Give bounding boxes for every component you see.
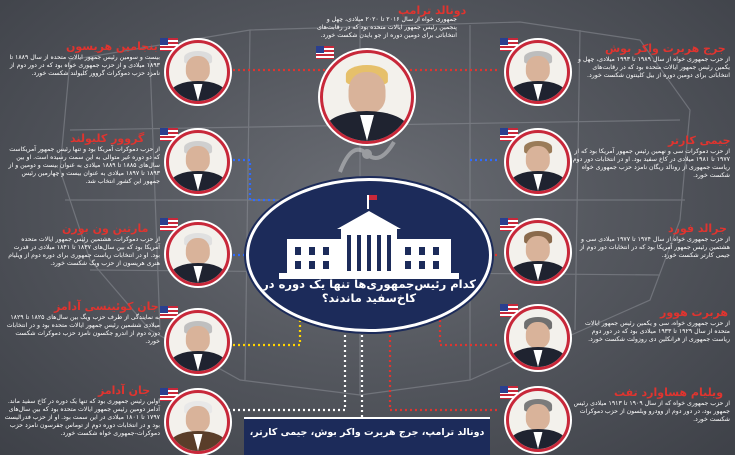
desc-hoover: از حزب جمهوری خواه، سی و یکمین رئیس جمهور ایالات متحده از سال ۱۹۲۹ تا ۱۹۳۳ میلادی بود که در دور دوم ریاست جمهوری از فرانکلین دی روزولت شکست خورد.: [585, 320, 730, 343]
us-flag-icon: [316, 46, 334, 59]
center-oval: [246, 178, 492, 332]
portrait-trump: [320, 50, 414, 144]
name-ford: جرالد فورد: [668, 222, 727, 235]
us-flag-icon: [160, 218, 178, 231]
name-vanburen: مارتین ون بورن: [62, 222, 149, 235]
portrait-harrison: [166, 40, 230, 104]
portrait-hoover: [506, 306, 570, 370]
white-house-icon: [249, 189, 489, 289]
desc-cleveland: از حزب دموکرات آمریکا بود و تنها رئیس جمهور آمریکاست که دو دوره غیر متوالی به این سمت رسیده است. او بین سال‌های ۱۸۸۵ تا ۱۸۸۹ میلادی به عنوان بیست و دومین و از ۱۸۹۳ تا ۱۸۹۷ میلادی به عنوان بیست و چهارمین رئیس جمهور این کشور انتخاب شد.: [8, 146, 160, 185]
name-taft: ویلیام هساوارد تفت: [614, 386, 724, 399]
name-jqadams: جان کوئینسی آدامز: [54, 300, 159, 313]
us-flag-icon: [160, 306, 178, 319]
summary-text: دونالد ترامپ، جرج هربرت واکر بوش، جیمی کارتر،: [249, 427, 485, 438]
name-harrison: بنجامین هریسون: [66, 40, 158, 53]
name-adams: جان آدامز: [98, 384, 151, 397]
desc-harrison: بیست و سومین رئیس جمهور ایالات متحده از سال ۱۸۸۹ تا ۱۸۹۳ میلادی و از حزب جمهوری خواه بود که در دور دوم از نامزد حزب دموکرات گروور کلیولند شکست خورد.: [9, 54, 160, 77]
desc-jqadams: به نمایندگی از طرف حزب ویگ بین سال‌های ۱۸۲۵ تا ۱۸۲۹ میلادی ششمین رئیس جمهور ایالات متحده بود و در انتخابات دوره دوم از اندرو جکسون نامزد حزب دموکرات شکست خورد.: [6, 314, 160, 345]
portrait-cleveland: [166, 130, 230, 194]
desc-trump: جمهوری خواه از سال ۲۰۱۶ تا ۲۰۲۰ میلادی، چهل و پنجمین رئیس جمهور ایالات متحده بود که در رقابت‌های انتخاباتی برای دومین دوره از جو بایدن شکست خورد.: [316, 16, 457, 39]
name-trump: دونالد ترامپ: [398, 4, 467, 17]
portrait-jqadams: [166, 310, 230, 374]
name-cleveland: گروور کلیولند: [70, 132, 145, 145]
desc-taft: از حزب جمهوری خواه که از سال ۱۹۰۹ تا ۱۹۱۳ میلادی رئیس جمهور بود، در دور دوم از وودرو ویلسون از حزب دموکرات شکست خورد.: [573, 400, 730, 423]
desc-ford: از حزب جمهوری خواه از سال ۱۹۷۴ تا ۱۹۷۷ میلادی سی و هشتمین رئیس جمهور آمریکا بود که در انتخابات دور دوم از جیمی کارتر شکست خورد.: [579, 236, 730, 259]
portrait-vanburen: [166, 222, 230, 286]
portrait-taft: [506, 388, 570, 452]
desc-vanburen: از حزب دموکرات، هشتمین رئیس جمهور ایالات متحده آمریکا بود که بین سال‌های ۱۸۳۷ تا ۱۸۴۱ میلادی در قدرت بود. او در انتخابات ریاست جمهوری برای دوره دوم از ویلیام هنری هریسون از حزب ویگ شکست خورد.: [8, 236, 160, 267]
desc-adams: اولین رئیس جمهوری بود که تنها یک دوره در کاخ سفید ماند. آدامز دومین رئیس جمهور ایالات متحده بود که بین سال‌های ۱۷۹۷ تا ۱۸۰۱ میلادی در این سمت بود. او از حزب فدرالیست بود و در انتخابات دوره دوم از توماس جفرسون نامزد حزب دموکرات-جمهوری خواه شکست خورد.: [4, 398, 160, 437]
portrait-adams: [166, 390, 230, 454]
summary-banner: [244, 417, 490, 455]
center-question: کدام رئیس‌جمهوری‌ها تنها یک دوره در کاخ‌سفید ماندند؟: [262, 277, 476, 305]
name-hoover: هربرت هوور: [660, 306, 729, 319]
name-carter: جیمی کارتر: [668, 134, 731, 147]
portrait-bush: [506, 40, 570, 104]
desc-bush: از حزب جمهوری خواه از سال ۱۹۸۹ تا ۱۹۹۳ میلادی، چهل و یکمین رئیس جمهور ایالات متحده بود که در رقابت‌های انتخاباتی برای دومین دوره از بیل کلینتون شکست خورد.: [578, 56, 730, 79]
desc-carter: از حزب دموکرات سی و نهمین رئیس جمهور آمریکا بود که از ۱۹۷۷ تا ۱۹۸۱ میلادی در کاخ سفید بود. او در انتخابات دور دوم ریاست جمهوری از رونالد ریگان نامزد حزب جمهوری خواه شکست خورد.: [572, 148, 730, 179]
name-bush: جرج هربرت واکر بوش: [605, 42, 726, 55]
portrait-carter: [506, 130, 570, 194]
portrait-ford: [506, 220, 570, 284]
